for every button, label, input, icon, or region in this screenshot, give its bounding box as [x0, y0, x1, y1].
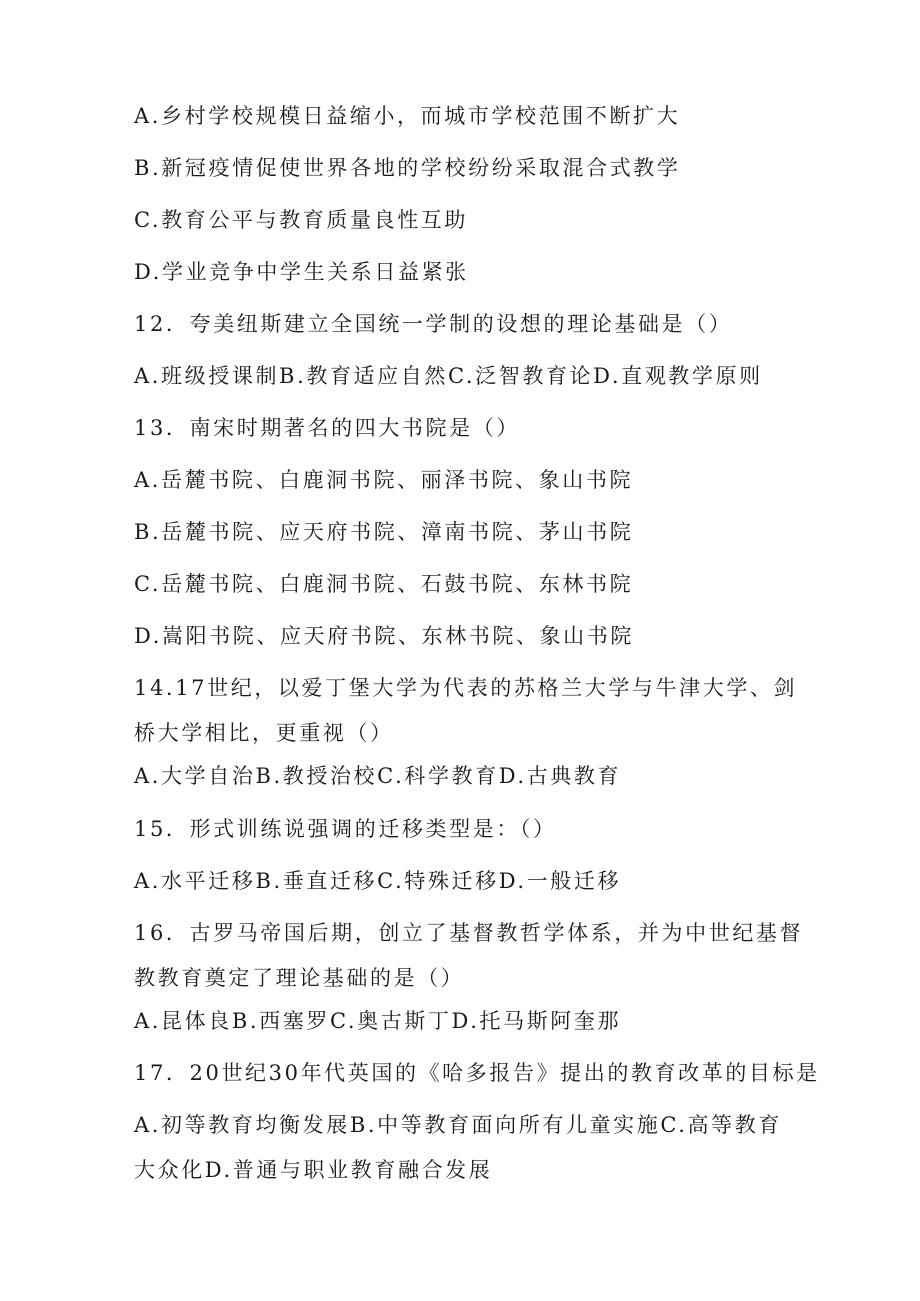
option-13a: A.岳麓书院、白鹿洞书院、丽泽书院、象山书院	[134, 468, 634, 492]
options-14: A.大学自治B.教授治校C.科学教育D.古典教育	[134, 764, 622, 788]
question-13: 13．南宋时期著名的四大书院是（）	[134, 416, 520, 440]
question-17: 17．20世纪30年代英国的《哈多报告》提出的教育改革的目标是	[134, 1061, 820, 1085]
option-11d: D.学业竞争中学生关系日益紧张	[134, 260, 469, 284]
question-15: 15．形式训练说强调的迁移类型是：（）	[134, 817, 557, 841]
option-13d: D.嵩阳书院、应天府书院、东林书院、象山书院	[134, 624, 634, 648]
options-17: A.初等教育均衡发展B.中等教育面向所有儿童实施C.高等教育大众化D.普通与职业教育融合发展	[134, 1113, 782, 1182]
options-12: A.班级授课制B.教育适应自然C.泛智教育论D.直观教学原则	[134, 364, 763, 388]
options-16: A.昆体良B.西塞罗C.奥古斯丁D.托马斯阿奎那	[134, 1009, 622, 1033]
question-16: 16．古罗马帝国后期，创立了基督教哲学体系，并为中世纪基督教教育奠定了理论基础的是（）	[134, 921, 804, 990]
option-13c: C.岳麓书院、白鹿洞书院、石鼓书院、东林书院	[134, 572, 634, 596]
options-15: A.水平迁移B.垂直迁移C.特殊迁移D.一般迁移	[134, 869, 622, 893]
question-14: 14.17世纪，以爱丁堡大学为代表的苏格兰大学与牛津大学、剑桥大学相比，更重视（）	[134, 676, 798, 745]
option-11c: C.教育公平与教育质量良性互助	[134, 208, 468, 232]
option-11a: A.乡村学校规模日益缩小，而城市学校范围不断扩大	[134, 104, 681, 128]
option-11b: B.新冠疫情促使世界各地的学校纷纷采取混合式教学	[134, 156, 681, 180]
question-12: 12．夸美纽斯建立全国统一学制的设想的理论基础是（）	[134, 312, 733, 336]
option-13b: B.岳麓书院、应天府书院、漳南书院、茅山书院	[134, 520, 634, 544]
